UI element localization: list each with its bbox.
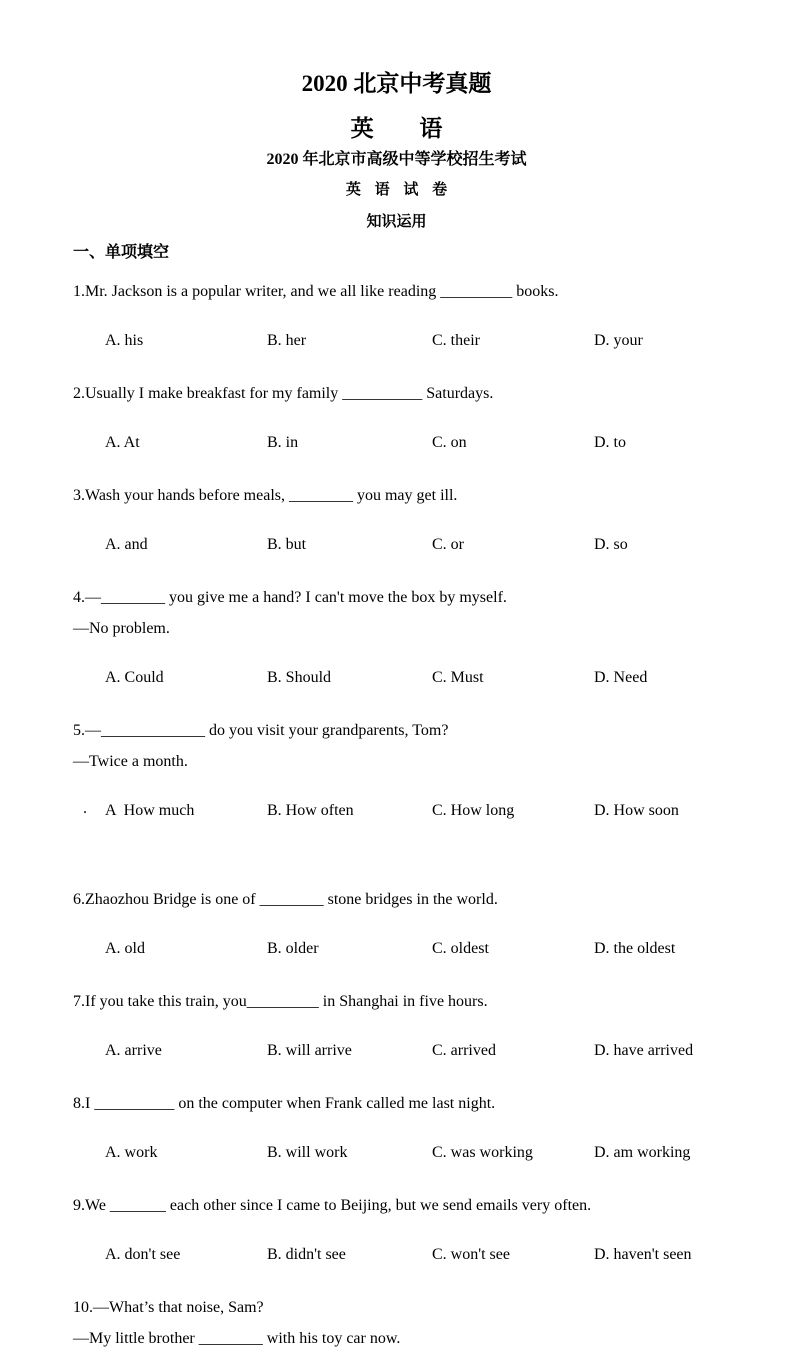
question-1-option-a: A. his xyxy=(105,332,144,349)
question-3-options xyxy=(73,518,737,572)
question-4-option-d: D. Need xyxy=(594,669,648,686)
question-1-option-b: B. her xyxy=(267,332,307,349)
question-3-option-c: C. or xyxy=(432,536,464,553)
question-6-options xyxy=(73,922,737,976)
question-5-option-d: D. How soon xyxy=(594,802,679,819)
question-4-reply: —No problem. xyxy=(73,620,170,637)
question-2-option-c: C. on xyxy=(432,434,467,451)
question-7-option-b: B. will arrive xyxy=(267,1042,352,1059)
question-2-option-b: B. in xyxy=(267,434,299,451)
question-6-option-c: C. oldest xyxy=(432,940,489,957)
question-2 xyxy=(73,385,737,470)
question-3-option-d: D. so xyxy=(594,536,628,553)
question-4-text: 4.—________ you give me a hand? I can't move the box by myself. xyxy=(73,589,507,606)
question-3-option-a: A. and xyxy=(105,536,148,553)
question-9-option-a: A. don't see xyxy=(105,1246,181,1263)
question-3-option-b: B. but xyxy=(267,536,307,553)
question-1 xyxy=(73,283,737,368)
question-7-options xyxy=(73,1024,737,1078)
question-5-option-b: B. How often xyxy=(267,802,354,819)
questions-list xyxy=(0,283,793,1348)
question-6-option-a: A. old xyxy=(105,940,145,957)
question-4-options xyxy=(73,651,737,705)
question-2-options xyxy=(73,416,737,470)
question-7 xyxy=(73,993,737,1078)
question-2-option-a: A. At xyxy=(105,434,140,451)
question-5-option-a: A How much xyxy=(105,802,195,819)
question-4-option-a: A. Could xyxy=(105,669,164,686)
question-7-option-a: A. arrive xyxy=(105,1042,162,1059)
question-9-option-b: B. didn't see xyxy=(267,1246,346,1263)
exam-name: 2020 年北京市高级中等学校招生考试 xyxy=(266,151,527,168)
section-title: 知识运用 xyxy=(366,214,427,230)
subject-title: 英 语 xyxy=(350,116,443,141)
question-6-option-d: D. the oldest xyxy=(594,940,676,957)
question-8-text: 8.I __________ on the computer when Frank called me last night. xyxy=(73,1095,496,1112)
question-2-option-d: D. to xyxy=(594,434,626,451)
question-4 xyxy=(73,589,737,705)
question-1-options xyxy=(73,314,737,368)
question-5-option-c: C. How long xyxy=(432,802,515,819)
question-8-option-d: D. am working xyxy=(594,1144,691,1161)
question-9-text: 9.We _______ each other since I came to Beijing, but we send emails very often. xyxy=(73,1197,592,1214)
question-9-option-c: C. won't see xyxy=(432,1246,510,1263)
question-10-reply: —My little brother ________ with his toy car now. xyxy=(73,1330,401,1347)
question-2-text: 2.Usually I make breakfast for my family __________ Saturdays. xyxy=(73,385,494,402)
question-3 xyxy=(73,487,737,572)
exam-title: 2020 北京中考真题 xyxy=(301,71,492,96)
question-8-options xyxy=(73,1126,737,1180)
stray-period-artifact: . xyxy=(83,800,87,817)
question-7-option-c: C. arrived xyxy=(432,1042,496,1059)
question-7-text: 7.If you take this train, you_________ in Shanghai in five hours. xyxy=(73,993,488,1010)
part-heading: 一、单项填空 xyxy=(73,244,170,261)
question-6-text: 6.Zhaozhou Bridge is one of ________ stone bridges in the world. xyxy=(73,891,498,908)
question-6-option-b: B. older xyxy=(267,940,319,957)
question-10 xyxy=(73,1299,737,1348)
question-4-option-c: C. Must xyxy=(432,669,484,686)
question-4-option-b: B. Should xyxy=(267,669,332,686)
question-8-option-b: B. will work xyxy=(267,1144,348,1161)
question-5-text: 5.—_____________ do you visit your grandparents, Tom? xyxy=(73,722,449,739)
question-5-options xyxy=(73,784,737,856)
question-1-text: 1.Mr. Jackson is a popular writer, and we all like reading _________ books. xyxy=(73,283,559,300)
question-1-option-d: D. your xyxy=(594,332,643,349)
question-9-option-d: D. haven't seen xyxy=(594,1246,692,1263)
paper-title: 英 语 试 卷 xyxy=(345,182,448,198)
question-8-option-a: A. work xyxy=(105,1144,158,1161)
question-10-text: 10.—What’s that noise, Sam? xyxy=(73,1299,264,1316)
question-7-option-d: D. have arrived xyxy=(594,1042,694,1059)
question-6 xyxy=(73,891,737,976)
question-5-reply: —Twice a month. xyxy=(73,753,188,770)
question-8-option-c: C. was working xyxy=(432,1144,533,1161)
question-8 xyxy=(73,1095,737,1180)
question-5 xyxy=(73,722,737,856)
question-9 xyxy=(73,1197,737,1282)
question-3-text: 3.Wash your hands before meals, ________ you may get ill. xyxy=(73,487,458,504)
question-1-option-c: C. their xyxy=(432,332,480,349)
question-9-options xyxy=(73,1228,737,1282)
